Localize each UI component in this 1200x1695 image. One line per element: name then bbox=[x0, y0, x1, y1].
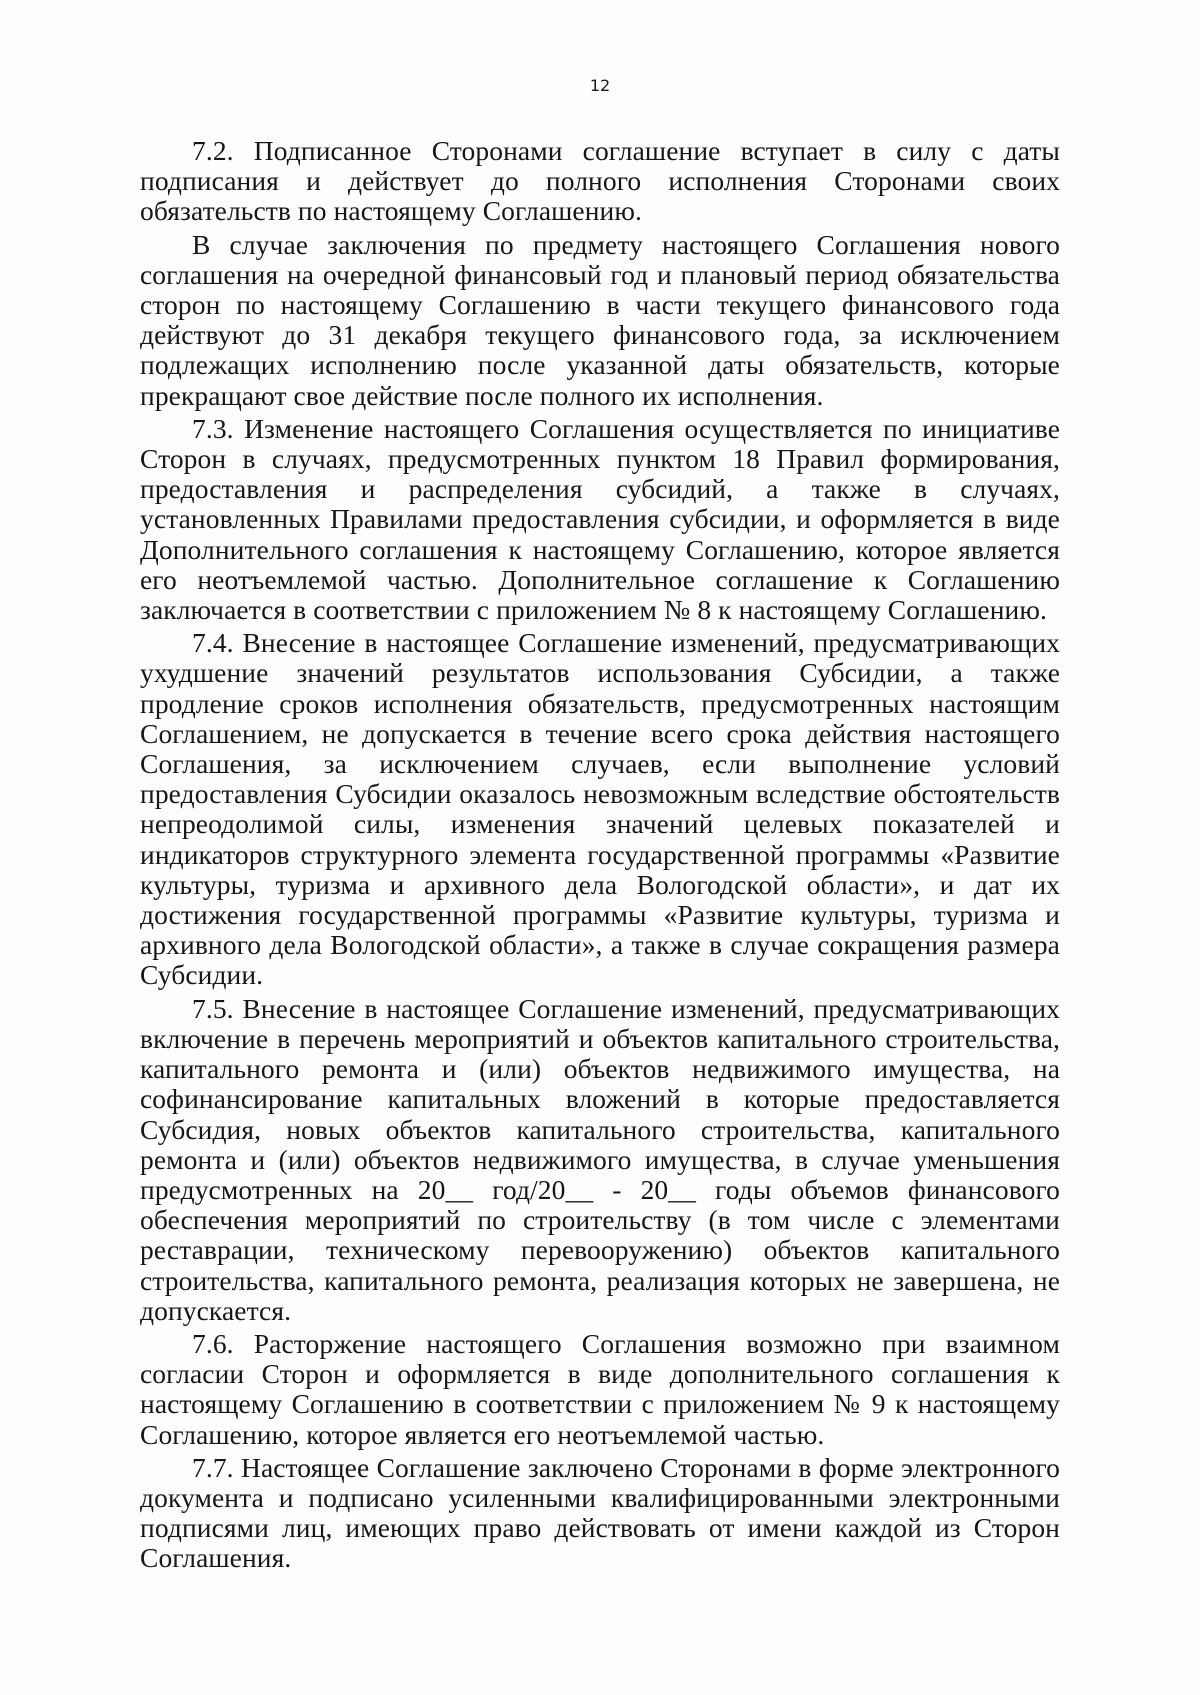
paragraph-7-2-continuation: В случае заключения по предмету настоящего Соглашения нового соглашения на очередной финансовый год и плановый период обязательства сторон по настоящему Соглашению в части текущего финансового года действуют до 31 декабря текущего финансового года, за исключением подлежащих исполнению после указанной даты обязательств, которые прекращают свое действие после полного их исполнения. bbox=[140, 228, 1060, 411]
page-number: 12 bbox=[589, 76, 611, 95]
paragraph-7-3: 7.3. Изменение настоящего Соглашения осуществляется по инициативе Сторон в случаях, предусмотренных пунктом 18 Правил формирования, предоставления и распределения субсидий, а также в случаях, установленных Правилами предоставления субсидии, и оформляется в виде Дополнительного соглашения к настоящему Соглашению, которое является его неотъемлемой частью. Дополнительное соглашение к Соглашению заключается в соответствии с приложением № 8 к настоящему Соглашению. bbox=[140, 412, 1060, 626]
paragraph-7-2: 7.2. Подписанное Сторонами соглашение вступает в силу с даты подписания и действует до полного исполнения Сторонами своих обязательств по настоящему Соглашению. bbox=[140, 135, 1060, 227]
paragraph-7-5: 7.5. Внесение в настоящее Соглашение изменений, предусматривающих включение в перечень мероприятий и объектов капитального строительства, капитального ремонта и (или) объектов недвижимого имущества, на софинансирование капитальных вложений в которые предоставляется Субсидия, новых объектов капитального строительства, капитального ремонта и (или) объектов недвижимого имущества, в случае уменьшения предусмотренных на 20__ год/20__ - 20__ годы объемов финансового обеспечения мероприятий по строительству (в том числе с элементами реставрации, техническому перевооружению) объектов капитального строительства, капитального ремонта, реализация которых не завершена, не допускается. bbox=[140, 992, 1060, 1326]
paragraph-7-7: 7.7. Настоящее Соглашение заключено Сторонами в форме электронного документа и подписано усиленными квалифицированными электронными подписями лиц, имеющих право действовать от имени каждой из Сторон Соглашения. bbox=[140, 1451, 1060, 1574]
paragraph-7-4: 7.4. Внесение в настоящее Соглашение изменений, предусматривающих ухудшение значений результатов использования Субсидии, а также продление сроков исполнения обязательств, предусмотренных настоящим Соглашением, не допускается в течение всего срока действия настоящего Соглашения, за исключением случаев, если выполнение условий предоставления Субсидии оказалось невозможным вследствие обстоятельств непреодолимой силы, изменения значений целевых показателей и индикаторов структурного элемента государственной программы «Развитие культуры, туризма и архивного дела Вологодской области», и дат их достижения государственной программы «Развитие культуры, туризма и архивного дела Вологодской области», а также в случае сокращения размера Субсидии. bbox=[140, 627, 1060, 991]
document-body bbox=[140, 136, 1060, 1577]
paragraph-7-6: 7.6. Расторжение настоящего Соглашения возможно при взаимном согласии Сторон и оформляется в виде дополнительного соглашения к настоящему Соглашению в соответствии с приложением № 9 к настоящему Соглашению, которое является его неотъемлемой частью. bbox=[140, 1327, 1060, 1450]
